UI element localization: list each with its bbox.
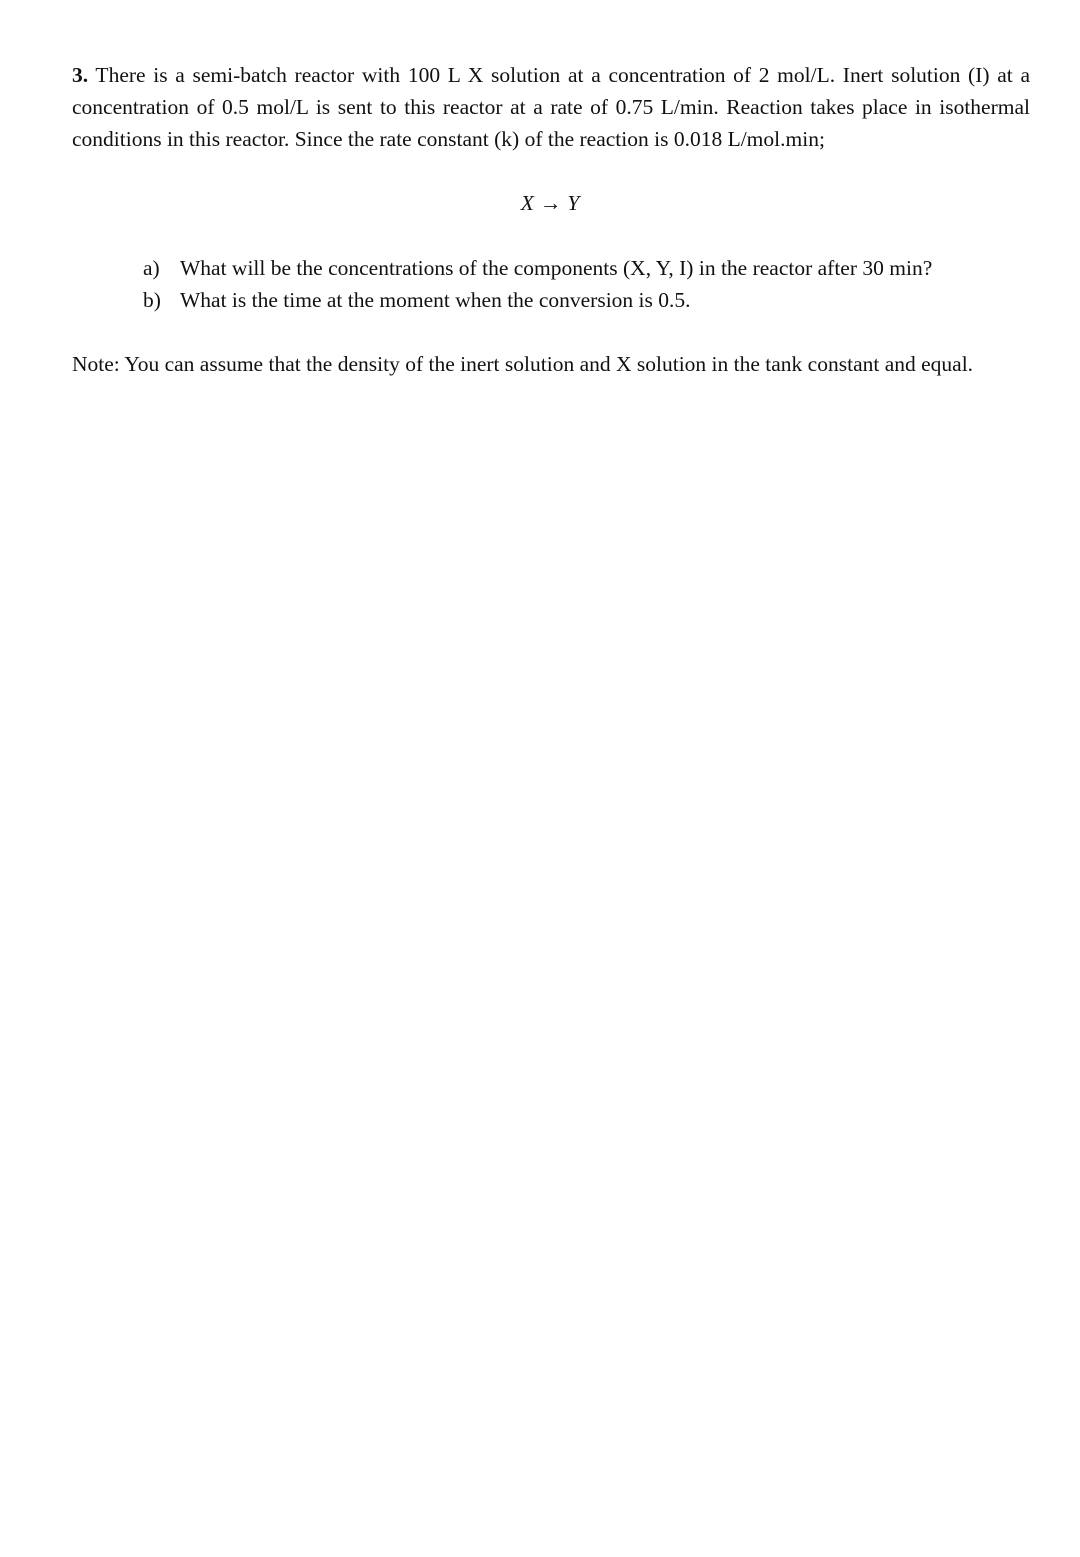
question-item-a (143, 252, 1043, 284)
reaction-equation (0, 187, 1080, 219)
note-paragraph: Note: You can assume that the density of the inert solution and X solution in the tank constant and equal. (72, 352, 974, 376)
question-text: What will be the concentrations of the components (X, Y, I) in the reactor after 30 min? (180, 256, 933, 280)
question-list (143, 252, 1043, 316)
equation-reactant: X (520, 191, 534, 215)
question-item-b (143, 284, 1043, 316)
problem-statement (72, 59, 1030, 155)
question-marker: b) (143, 288, 161, 312)
question-text: What is the time at the moment when the conversion is 0.5. (180, 288, 691, 312)
problem-text: There is a semi-batch reactor with 100 L X solution at a concentration of 2 mol/L. Inert solution (I) at a concentration of 0.5 mol/L is sent to this reactor at a rate of 0.75 L/min. Reaction takes place in isothermal conditions in this reactor. Since the rate constant (k) of the reaction is 0.018 L/mol.min; (72, 63, 1030, 151)
problem-number: 3. (72, 63, 89, 87)
equation-product: Y (567, 191, 580, 215)
equation-arrow: → (539, 191, 562, 215)
question-marker: a) (143, 256, 160, 280)
